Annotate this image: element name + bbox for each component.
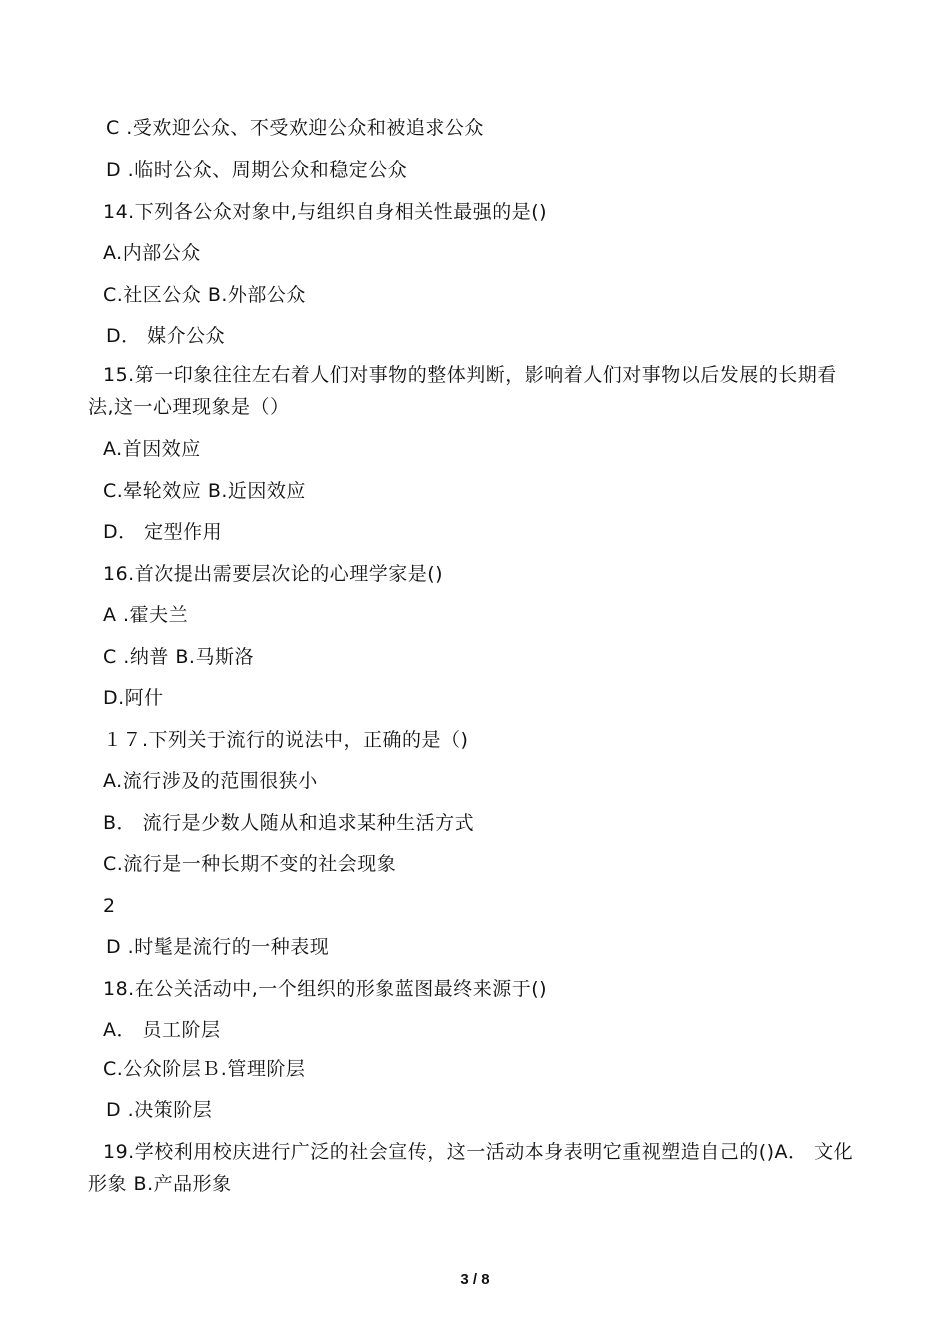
stray-number: 2 bbox=[103, 895, 116, 917]
option-c-q13: C .受欢迎公众、不受欢迎公众和被追求公众 bbox=[106, 117, 484, 139]
option-d-q16: D.阿什 bbox=[103, 687, 164, 709]
option-c-q17: C.流行是一种长期不变的社会现象 bbox=[103, 853, 397, 875]
question-17: １７.下列关于流行的说法中，正确的是（) bbox=[103, 729, 469, 751]
options-c-b-q15: C.晕轮效应 B.近因效应 bbox=[103, 480, 306, 502]
option-b-q17: B． 流行是少数人随从和追求某种生活方式 bbox=[103, 812, 475, 834]
option-a-q15: A.首因效应 bbox=[103, 438, 201, 460]
options-c-b-q16: C .纳普 B.马斯洛 bbox=[103, 646, 254, 668]
options-c-b-q14: C.社区公众 B.外部公众 bbox=[103, 284, 306, 306]
question-19: 19.学校利用校庆进行广泛的社会宣传，这一活动本身表明它重视塑造自己的()A． 文化形象 B.产品形象 bbox=[88, 1141, 854, 1195]
question-14: 14.下列各公众对象中,与组织自身相关性最强的是() bbox=[103, 201, 548, 223]
option-a-q14: A.内部公众 bbox=[103, 242, 201, 264]
option-d-q17: D .时髦是流行的一种表现 bbox=[106, 936, 330, 958]
option-a-q16: A .霍夫兰 bbox=[103, 604, 189, 626]
option-a-q18: A． 员工阶层 bbox=[103, 1019, 221, 1041]
option-d-q14: D． 媒介公众 bbox=[106, 325, 226, 347]
option-a-q17: A.流行涉及的范围很狭小 bbox=[103, 770, 318, 792]
question-16: 16.首次提出需要层次论的心理学家是() bbox=[103, 563, 444, 585]
question-15: 15.第一印象往往左右着人们对事物的整体判断，影响着人们对事物以后发展的长期看法,这一心理现象是（） bbox=[88, 364, 837, 418]
option-d-q13: D .临时公众、周期公众和稳定公众 bbox=[106, 159, 408, 181]
option-d-q18: D .决策阶层 bbox=[106, 1099, 213, 1121]
page-number: 3 / 8 bbox=[460, 1271, 490, 1288]
options-c-b-q18: C.公众阶层Ｂ.管理阶层 bbox=[103, 1058, 306, 1080]
option-d-q15: D． 定型作用 bbox=[103, 521, 223, 543]
question-18: 18.在公关活动中,一个组织的形象蓝图最终来源于() bbox=[103, 978, 548, 1000]
